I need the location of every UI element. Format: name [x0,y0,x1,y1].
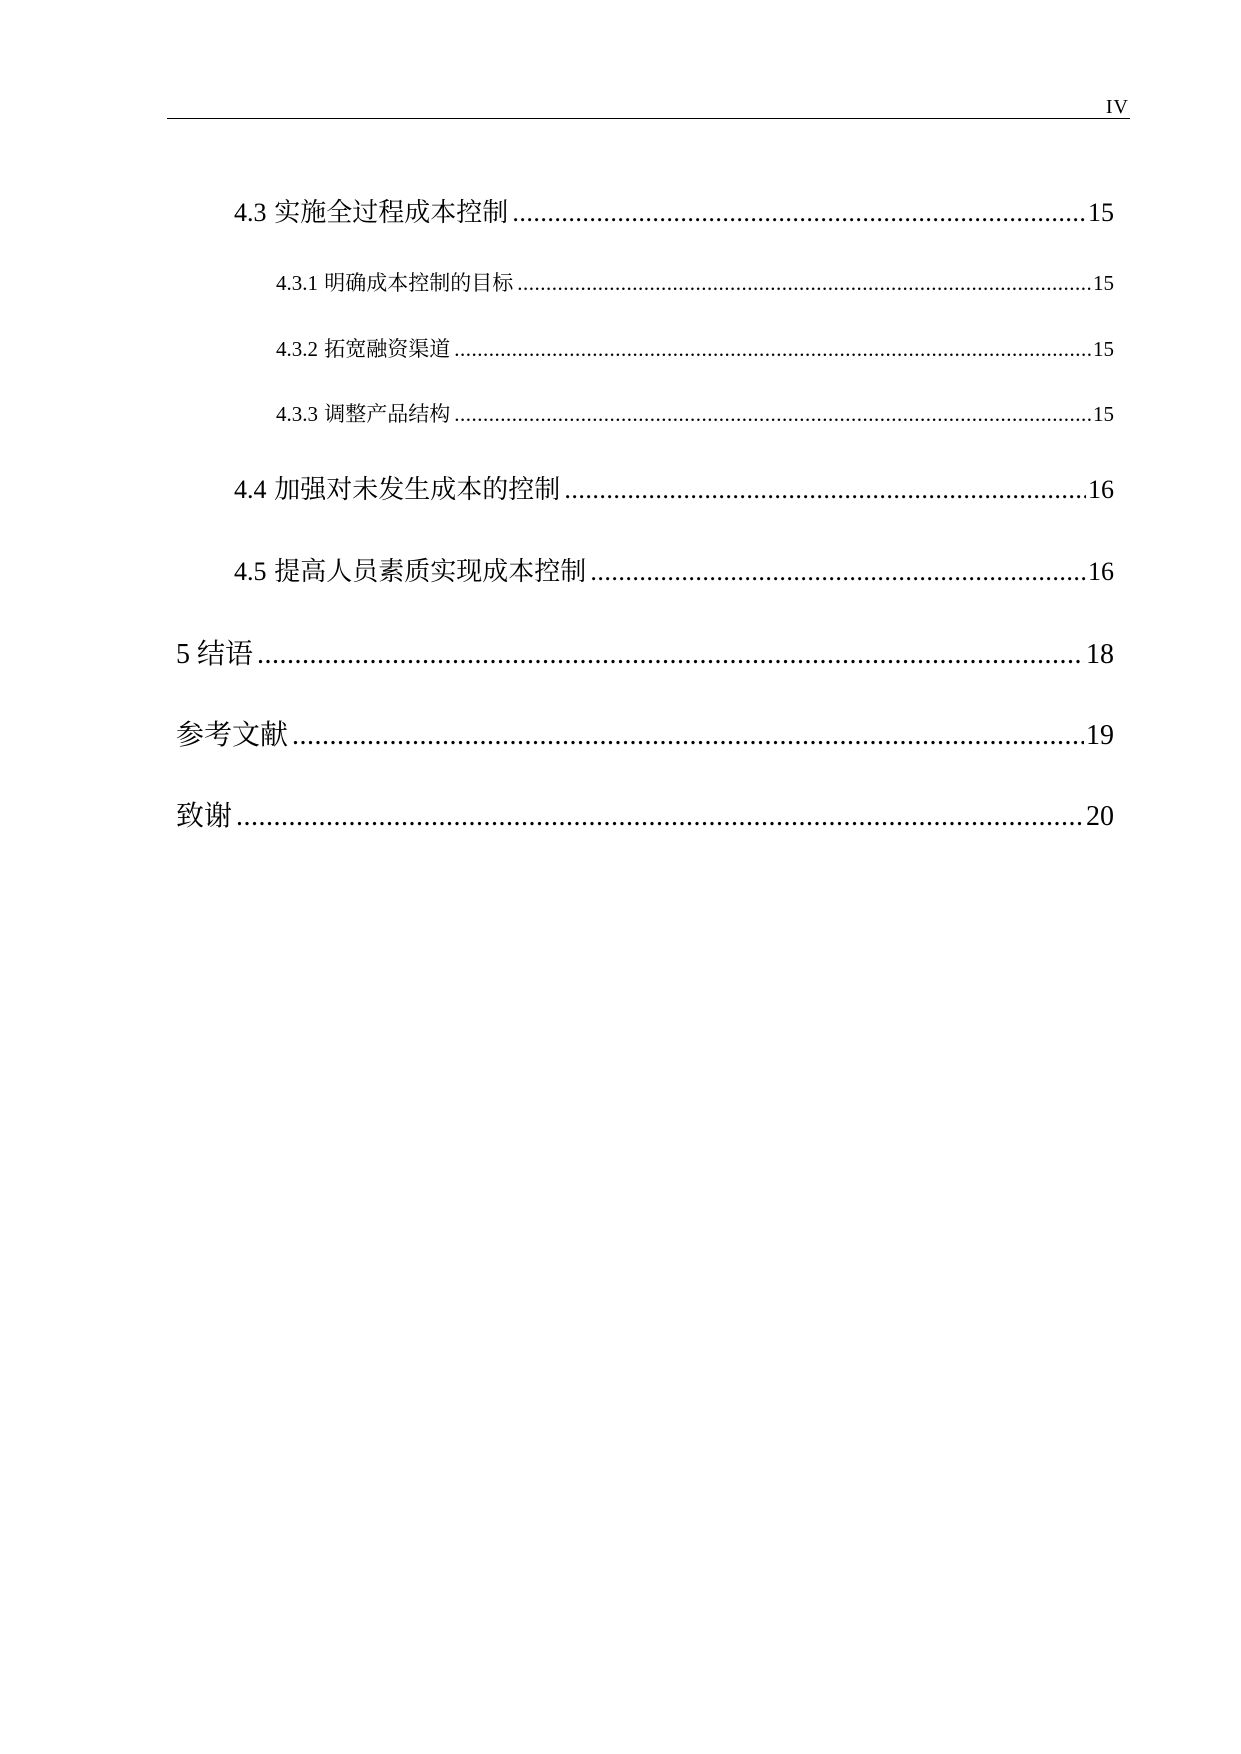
toc-entry-number: 4.3.2 [276,337,318,361]
toc-entry-page: 19 [1086,720,1114,751]
toc-entry-4-3-1[interactable] [276,267,1114,297]
toc-entry-page: 15 [1093,337,1114,361]
toc-leader-dots [236,801,1084,833]
toc-entry-4-3-2[interactable] [276,333,1114,363]
toc-entry-number: 4.3 [234,198,267,227]
toc-entry-number: 4.3.3 [276,402,318,426]
toc-entry-references[interactable] [176,713,1114,753]
toc-entry-title: 实施全过程成本控制 [274,198,509,228]
header-page-number: IV [1105,96,1129,118]
toc-leader-dots [454,402,1091,427]
toc-entry-number: 4.4 [234,475,267,504]
toc-leader-dots [590,557,1086,587]
toc-entry-acknowledgements[interactable] [176,794,1114,834]
toc-entry-number: 4.5 [234,557,267,586]
toc-leader-dots [292,720,1084,752]
toc-entry-4-3-3[interactable] [276,398,1114,428]
toc-leader-dots [257,639,1084,671]
toc-entry-title: 拓宽融资渠道 [324,337,451,361]
toc-entry-page: 20 [1086,801,1114,832]
toc-leader-dots [512,198,1086,228]
toc-entry-4-4[interactable] [234,469,1114,506]
header-rule [167,118,1130,119]
toc-entry-page: 15 [1088,198,1114,227]
toc-entry-title: 结语 [197,637,254,670]
toc-entry-title: 加强对未发生成本的控制 [274,475,561,505]
toc-entry-title: 明确成本控制的目标 [324,271,514,295]
toc-entry-5[interactable] [176,632,1114,672]
toc-entry-4-3[interactable] [234,192,1114,229]
toc-entry-4-5[interactable] [234,551,1114,588]
toc-entry-page: 16 [1088,475,1114,504]
toc-entry-number: 5 [176,639,190,670]
toc-leader-dots [564,475,1086,505]
toc-entry-title: 致谢 [176,799,233,832]
toc-entry-number: 4.3.1 [276,271,318,295]
toc-leader-dots [454,337,1091,362]
toc-entry-title: 调整产品结构 [324,402,451,426]
toc-entry-title: 参考文献 [176,718,289,751]
toc-leader-dots [517,271,1091,296]
toc-entry-title: 提高人员素质实现成本控制 [274,557,587,587]
toc-entry-page: 15 [1093,271,1114,295]
toc-entry-page: 16 [1088,557,1114,586]
toc-entry-page: 15 [1093,402,1114,426]
toc-entry-page: 18 [1086,639,1114,670]
